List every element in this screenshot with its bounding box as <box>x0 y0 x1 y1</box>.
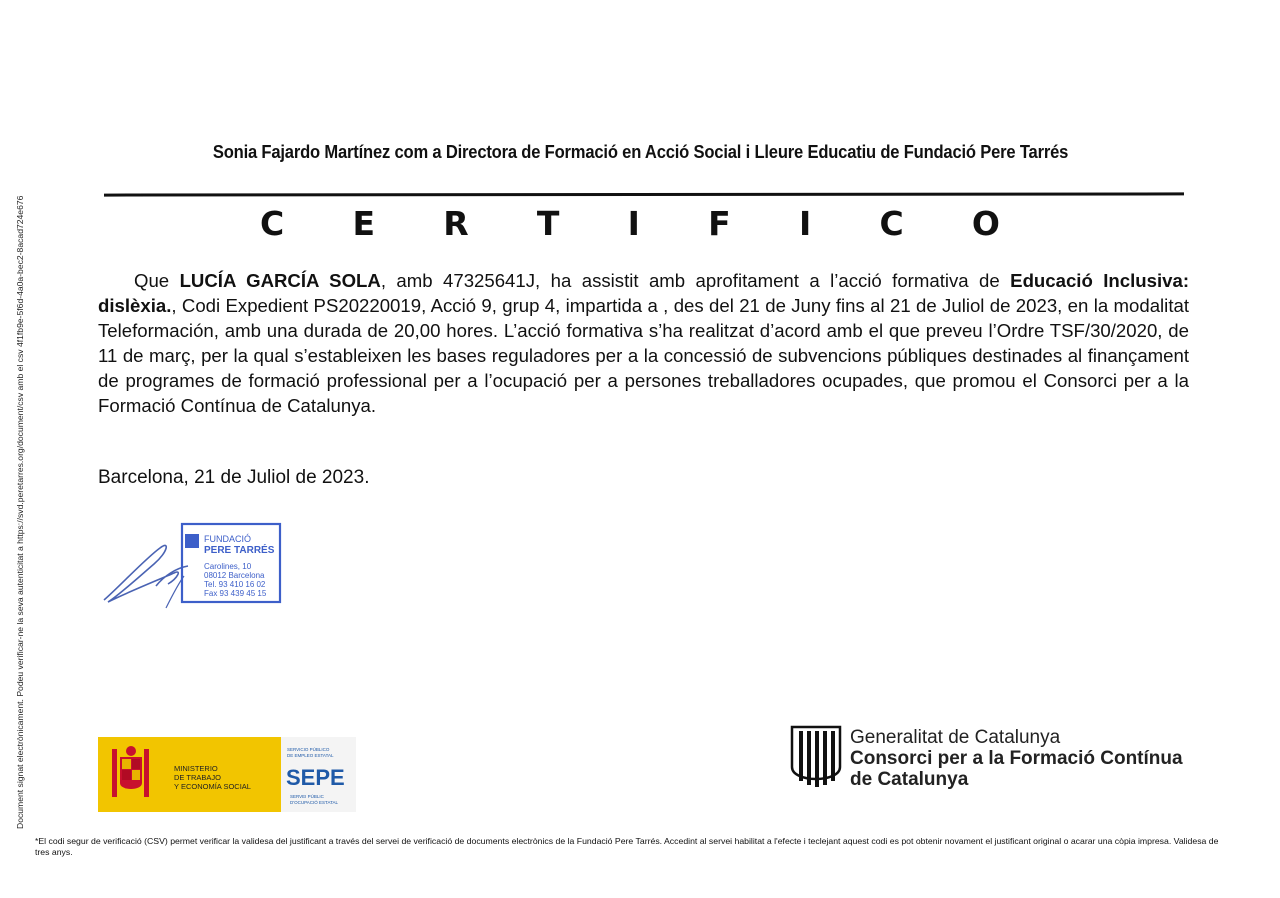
signature-and-stamp <box>98 518 288 618</box>
consorci-name-line2: de Catalunya <box>850 769 969 790</box>
stamp-address-2: 08012 Barcelona <box>204 571 265 580</box>
generalitat-name: Generalitat de Catalunya <box>850 727 1061 748</box>
body-part-2: , amb 47325641J, ha assistit amb aprofitament a l’acció formativa de <box>380 270 1011 291</box>
certifico-letter: E <box>352 204 375 243</box>
stamp-fax: Fax 93 439 45 15 <box>204 589 267 598</box>
participant-name: LUCÍA GARCÍA SOLA <box>179 270 381 291</box>
body-intro: Que <box>134 270 180 291</box>
stamp-line2: PERE TARRÉS <box>204 545 275 556</box>
generalitat-emblem-icon <box>790 725 842 791</box>
ministry-logo-graphic <box>98 737 356 812</box>
certifico-letter: O <box>971 204 1000 243</box>
sepe-top-2: DE EMPLEO ESTATAL <box>287 753 334 758</box>
signature-stamp-graphic <box>98 518 288 618</box>
ministry-sepe-logo <box>98 737 356 812</box>
ministry-text-1: MINISTERIO <box>174 764 218 773</box>
certifico-letter: I <box>627 204 640 243</box>
ministry-text-3: Y ECONOMÍA SOCIAL <box>174 782 251 791</box>
stamp-address-1: Carolines, 10 <box>204 562 252 571</box>
certifico-letter: I <box>798 204 812 243</box>
body-part-3: , Codi Expedient PS20220019, Acció 9, grup 4, impartida a , des del 21 de Juny fins al 21 de Juliol de 2023, en la modalitat Teleformación, amb una durada de 20,00 hores. L’acció formativa s’ha realitzat d’acord amb el que preveu l’Ordre TSF/30/2020, de 11 de març, per la qual s’estableixen les bases reguladores per a la concessió de subvencions públiques destinades al finançament de programes de formació professional per a l’ocupació per a persones treballadores ocupades, que promou el Consorci per a la Formació Contínua de Catalunya. <box>98 295 1189 416</box>
certifico-letter: C <box>879 204 904 243</box>
handwritten-signature <box>104 545 188 602</box>
electronic-signature-note: Document signat electrònicament. Podeu verificar-ne la seva autenticitat a https://svd.peretarres.org/document/csv amb el csv 4f1fb9e-5f6d-4a0a-bec2-8acad724e676 <box>15 195 25 829</box>
certifier-header: Sonia Fajardo Martínez com a Directora de Formació en Acció Social i Lleure Educatiu de Fundació Pere Tarrés <box>212 142 1069 162</box>
certifico-letter: F <box>708 204 731 243</box>
csv-footnote: *El codi segur de verificació (CSV) permet verificar la validesa del justificant a través del servei de verificació de documents electrònics de la Fundació Pere Tarrés. Accedint al servei habilitat a l'efecte i teclejant aquest codi es pot obtenir novament el justificant original o acarar una còpia impresa. Validesa de tres anys. <box>35 836 1219 857</box>
sepe-bottom-2: D'OCUPACIÓ ESTATAL <box>290 800 339 805</box>
generalitat-text <box>850 727 1183 790</box>
ministry-text-2: DE TRABAJO <box>174 773 221 782</box>
sepe-bottom-1: SERVEI PÚBLIC <box>290 794 324 799</box>
certifico-title <box>260 204 1000 243</box>
sepe-wordmark: SEPE <box>286 765 345 790</box>
sepe-top-1: SERVICIO PÚBLICO <box>287 747 330 752</box>
certifico-letter: T <box>536 204 560 243</box>
stamp-logo-square <box>185 534 199 548</box>
stamp-line1: FUNDACIÓ <box>204 534 251 544</box>
header-divider <box>104 192 1184 196</box>
stamp-phone: Tel. 93 410 16 02 <box>204 580 266 589</box>
certifico-letter: C <box>260 204 285 243</box>
course-name: Educació Inclusiva: dislèxia. <box>98 270 1190 316</box>
generalitat-consorci-logo <box>790 725 1190 795</box>
certifico-letter: R <box>443 204 469 243</box>
place-and-date: Barcelona, 21 de Juliol de 2023. <box>98 467 370 488</box>
certificate-body <box>98 268 1189 418</box>
consorci-name-line1: Consorci per a la Formació Contínua <box>850 748 1183 769</box>
